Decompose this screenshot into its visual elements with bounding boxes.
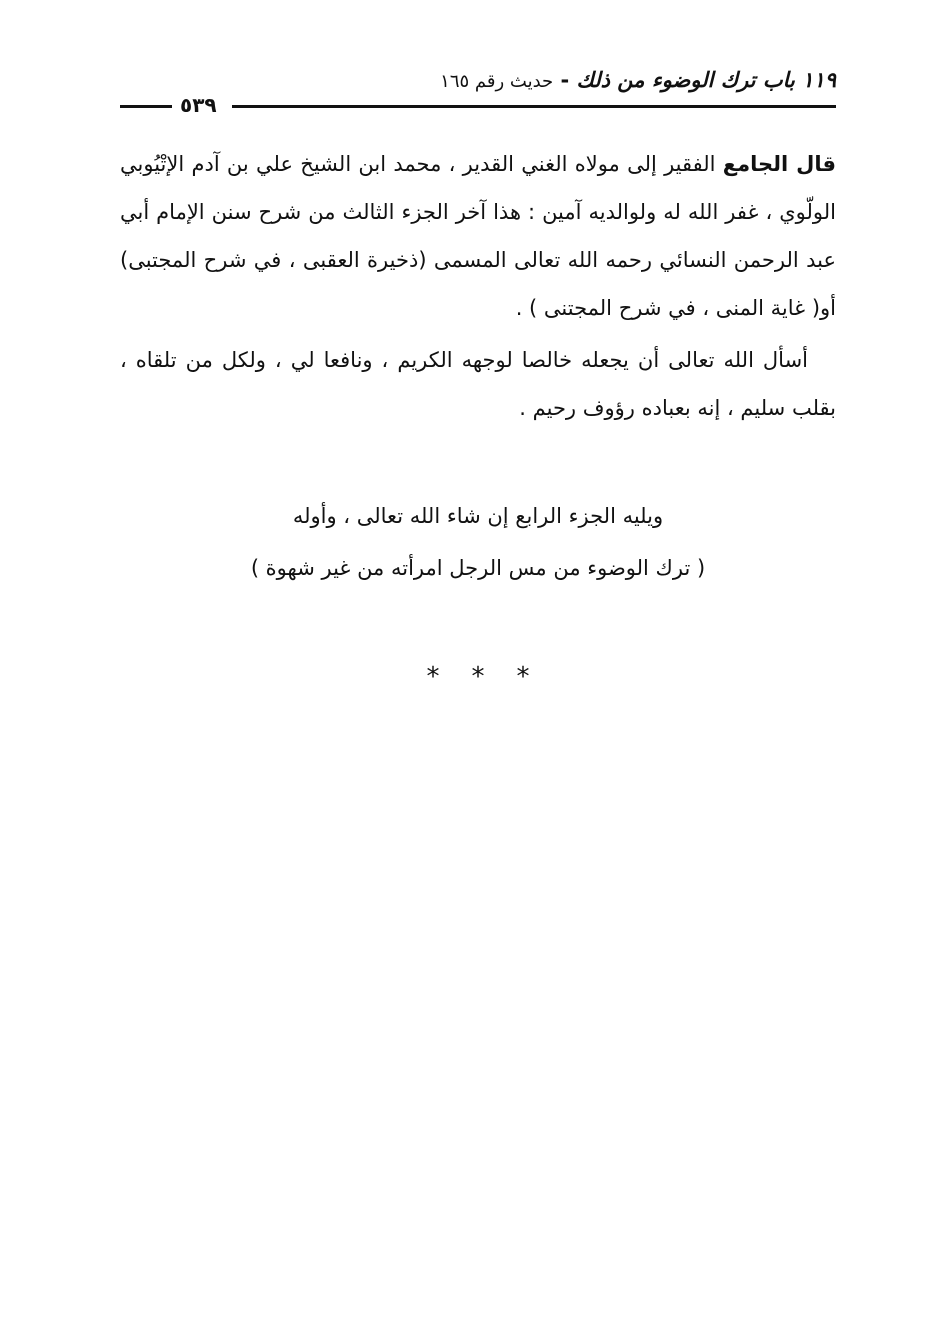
paragraph-2-text: أسأل الله تعالى أن يجعله خالصا لوجهه الكريم ، ونافعا لي ، ولكل من تلقاه ، بقلب سليم ، إنه بعباده رؤوف رحيم . xyxy=(120,348,836,420)
body-text xyxy=(120,140,836,432)
header-separator: - xyxy=(560,68,570,92)
author-lead: قال الجامع xyxy=(722,152,836,176)
chapter-title: باب ترك الوضوء من ذلك xyxy=(576,68,795,92)
closing-line-2: ( ترك الوضوء من مس الرجل امرأته من غير شهوة ) xyxy=(250,556,706,580)
chapter-number: ١١٩ xyxy=(802,68,836,92)
hadith-label: حديث رقم ١٦٥ xyxy=(440,71,554,92)
header-title xyxy=(440,68,836,92)
paragraph-1-text: الفقير إلى مولاه الغني القدير ، محمد ابن الشيخ علي بن آدم الإتْيُوبي الولّوي ، غفر الله له ولوالديه آمين : هذا آخر الجزء الثالث من شرح سنن الإمام أبي عبد الرحمن النسائي رحمه الله تعالى المسمى (ذخيرة العقبى ، في شرح المجتبى) أو( غاية المنى ، في شرح المجتنى ) . xyxy=(120,152,836,320)
paragraph-1 xyxy=(120,140,836,332)
paragraph-2 xyxy=(120,336,836,432)
section-end-stars: *** xyxy=(426,662,562,692)
rule-right-segment xyxy=(232,105,836,108)
page-number: ٥٣٩ xyxy=(180,93,217,117)
header-rule xyxy=(120,93,836,117)
closing-note xyxy=(120,490,836,594)
rule-left-segment xyxy=(120,105,172,108)
closing-line-1: ويليه الجزء الرابع إن شاء الله تعالى ، وأوله xyxy=(292,504,664,528)
